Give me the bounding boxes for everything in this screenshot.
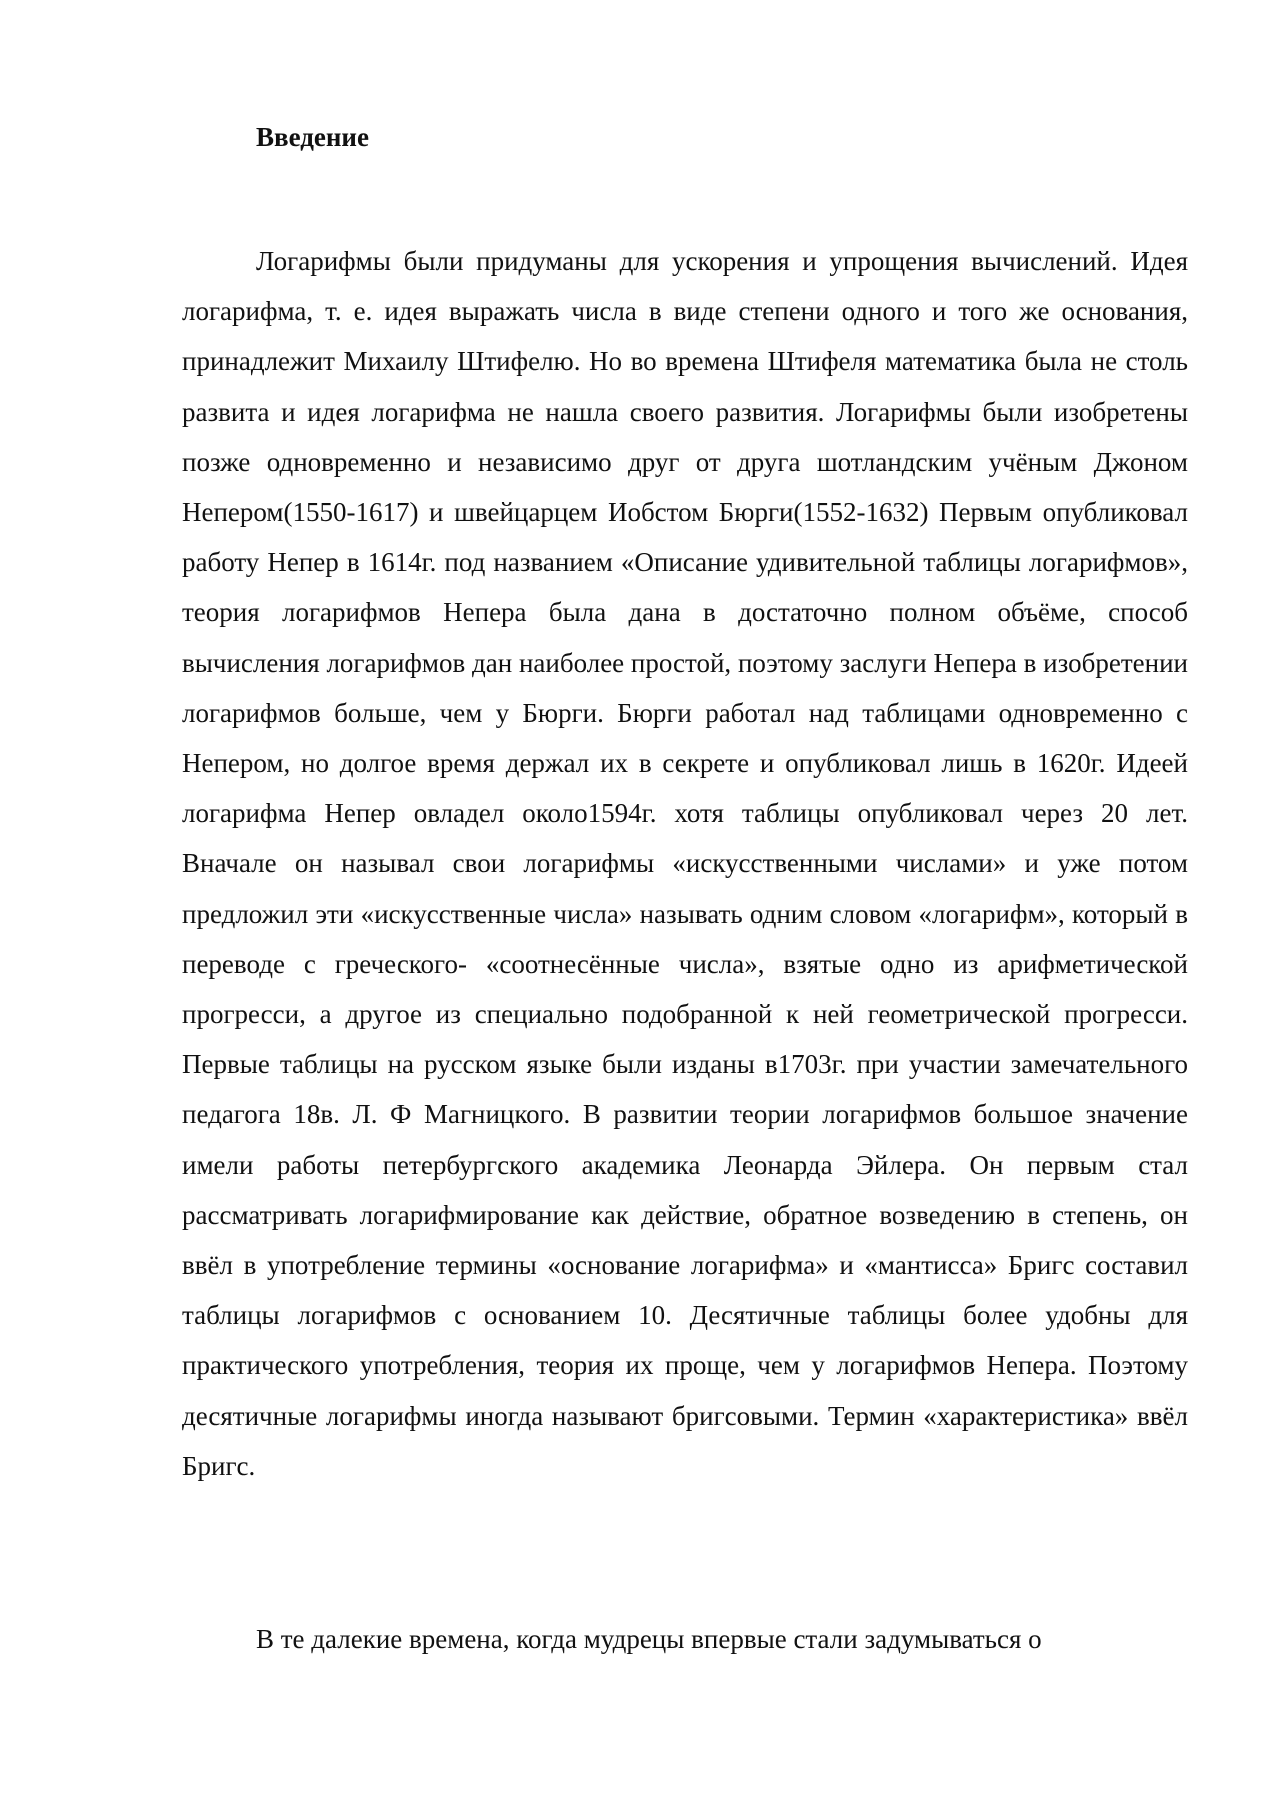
section-heading: Введение: [256, 122, 369, 152]
paragraph-continued: В те далекие времена, когда мудрецы впервые стали задумываться о: [256, 1624, 1042, 1654]
paragraph-logarithms-history: Логарифмы были придуманы для ускорения и упрощения вычислений. Идея логарифма, т. е. идея выражать числа в виде степени одного и того же основания, принадлежит Михаилу Штифелю. Но во времена Штифеля математика была не столь развита и идея логарифма не нашла своего развития. Логарифмы были изобретены позже одновременно и независимо друг от друга шотландским учёным Джоном Непером(1550-1617) и швейцарцем Иобстом Бюрги(1552-1632) Первым опубликовал работу Непер в 1614г. под названием «Описание удивительной таблицы логарифмов», теория логарифмов Непера была дана в достаточно полном объёме, способ вычисления логарифмов дан наиболее простой, поэтому заслуги Непера в изобретении логарифмов больше, чем у Бюрги. Бюрги работал над таблицами одновременно с Непером, но долгое время держал их в секрете и опубликовал лишь в 1620г. Идеей логарифма Непер овладел около1594г. хотя таблицы опубликовал через 20 лет. Вначале он называл свои логарифмы «искусственными числами» и уже потом предложил эти «искусственные числа» называть одним словом «логарифм», который в переводе с греческого- «соотнесённые числа», взятые одно из арифметической прогресси, а другое из специально подобранной к ней геометрической прогресси. Первые таблицы на русском языке были изданы в1703г. при участии замечательного педагога 18в. Л. Ф Магницкого. В развитии теории логарифмов большое значение имели работы петербургского академика Леонарда Эйлера. Он первым стал рассматривать логарифмирование как действие, обратное возведению в степень, он ввёл в употребление термины «основание логарифма» и «мантисса» Бригс составил таблицы логарифмов с основанием 10. Десятичные таблицы более удобны для практического употребления, теория их проще, чем у логарифмов Непера. Поэтому десятичные логарифмы иногда называют бригсовыми. Термин «характеристика» ввёл Бригс.: [182, 246, 1188, 1481]
